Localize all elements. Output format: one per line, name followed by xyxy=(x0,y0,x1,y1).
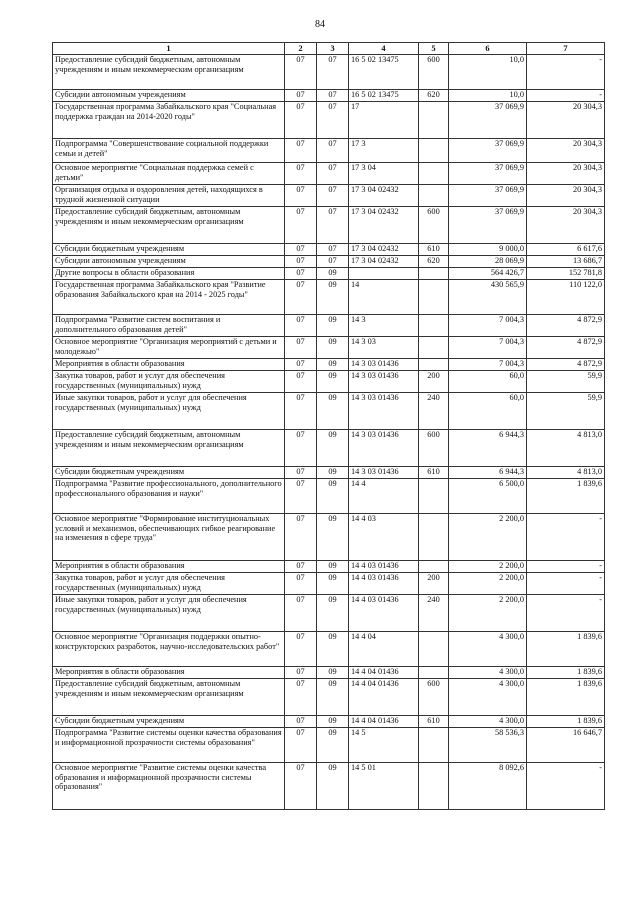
amount-executed: 4 813,0 xyxy=(527,430,605,467)
subsection-code: 09 xyxy=(317,280,349,315)
item-name: Субсидии бюджетным учреждениям xyxy=(53,467,285,479)
target-article-code: 17 3 04 xyxy=(349,163,419,185)
header-col-2: 2 xyxy=(285,43,317,55)
table-row xyxy=(53,667,605,679)
item-name: Мероприятия в области образования xyxy=(53,667,285,679)
amount-executed: - xyxy=(527,90,605,102)
item-name: Основное мероприятие "Развитие системы оценки качества образования и информационной прозрачности системы образования" xyxy=(53,763,285,810)
amount-planned: 4 300,0 xyxy=(449,679,527,716)
target-article-code: 17 3 xyxy=(349,139,419,163)
section-code: 07 xyxy=(285,185,317,207)
item-name: Государственная программа Забайкальского края "Развитие образования Забайкальского края на 2014 - 2025 годы" xyxy=(53,280,285,315)
section-code: 07 xyxy=(285,244,317,256)
section-code: 07 xyxy=(285,207,317,244)
subsection-code: 09 xyxy=(317,371,349,393)
amount-planned: 10,0 xyxy=(449,90,527,102)
subsection-code: 07 xyxy=(317,185,349,207)
header-col-5: 5 xyxy=(419,43,449,55)
item-name: Предоставление субсидий бюджетным, автономным учреждениям и иным некоммерческим организациям xyxy=(53,430,285,467)
amount-executed: 59,9 xyxy=(527,393,605,430)
subsection-code: 07 xyxy=(317,256,349,268)
table-row xyxy=(53,90,605,102)
item-name: Основное мероприятие "Формирование институциональных условий и механизмов, обеспечивающих гибкое реагирование на изменения в сфере труда" xyxy=(53,514,285,561)
target-article-code: 14 3 03 01436 xyxy=(349,371,419,393)
expense-type-code xyxy=(419,280,449,315)
item-name: Закупка товаров, работ и услуг для обеспечения государственных (муниципальных) нужд xyxy=(53,573,285,595)
amount-planned: 7 004,3 xyxy=(449,337,527,359)
section-code: 07 xyxy=(285,139,317,163)
item-name: Субсидии бюджетным учреждениям xyxy=(53,244,285,256)
table-row xyxy=(53,256,605,268)
target-article-code: 14 4 03 01436 xyxy=(349,573,419,595)
item-name: Предоставление субсидий бюджетным, автономным учреждениям и иным некоммерческим организациям xyxy=(53,55,285,90)
subsection-code: 09 xyxy=(317,467,349,479)
table-row xyxy=(53,728,605,763)
subsection-code: 09 xyxy=(317,430,349,467)
amount-planned: 2 200,0 xyxy=(449,595,527,632)
amount-executed: 110 122,0 xyxy=(527,280,605,315)
section-code: 07 xyxy=(285,716,317,728)
table-row xyxy=(53,632,605,667)
section-code: 07 xyxy=(285,763,317,810)
amount-executed: - xyxy=(527,55,605,90)
amount-planned: 37 069,9 xyxy=(449,207,527,244)
amount-executed: - xyxy=(527,573,605,595)
target-article-code: 14 3 03 01436 xyxy=(349,467,419,479)
item-name: Основное мероприятие "Организация поддержки опытно-конструкторских разработок, научно-исследовательских работ" xyxy=(53,632,285,667)
subsection-code: 07 xyxy=(317,244,349,256)
amount-planned: 60,0 xyxy=(449,371,527,393)
amount-executed: 20 304,3 xyxy=(527,139,605,163)
amount-executed: 4 872,9 xyxy=(527,315,605,337)
subsection-code: 09 xyxy=(317,763,349,810)
table-row xyxy=(53,479,605,514)
amount-planned: 2 200,0 xyxy=(449,514,527,561)
target-article-code: 14 4 04 01436 xyxy=(349,667,419,679)
page-number: 84 xyxy=(315,19,325,30)
header-col-7: 7 xyxy=(527,43,605,55)
expense-type-code: 610 xyxy=(419,467,449,479)
expense-type-code: 600 xyxy=(419,55,449,90)
table-row xyxy=(53,102,605,139)
amount-planned: 28 069,9 xyxy=(449,256,527,268)
expense-type-code: 620 xyxy=(419,90,449,102)
header-col-1: 1 xyxy=(53,43,285,55)
target-article-code: 14 4 04 01436 xyxy=(349,716,419,728)
target-article-code: 14 3 03 xyxy=(349,337,419,359)
expense-type-code xyxy=(419,632,449,667)
section-code: 07 xyxy=(285,479,317,514)
expense-type-code xyxy=(419,514,449,561)
table-row xyxy=(53,595,605,632)
target-article-code: 16 5 02 13475 xyxy=(349,55,419,90)
table-row xyxy=(53,185,605,207)
amount-executed: 16 646,7 xyxy=(527,728,605,763)
section-code: 07 xyxy=(285,315,317,337)
item-name: Государственная программа Забайкальского края "Социальная поддержка граждан на 2014-2020 годы" xyxy=(53,102,285,139)
section-code: 07 xyxy=(285,467,317,479)
section-code: 07 xyxy=(285,573,317,595)
table-row xyxy=(53,430,605,467)
expense-type-code xyxy=(419,163,449,185)
subsection-code: 09 xyxy=(317,359,349,371)
expense-type-code xyxy=(419,185,449,207)
item-name: Другие вопросы в области образования xyxy=(53,268,285,280)
amount-executed: 1 839,6 xyxy=(527,632,605,667)
section-code: 07 xyxy=(285,102,317,139)
table-row xyxy=(53,163,605,185)
target-article-code: 17 3 04 02432 xyxy=(349,185,419,207)
target-article-code xyxy=(349,268,419,280)
expense-type-code xyxy=(419,763,449,810)
amount-executed: 4 813,0 xyxy=(527,467,605,479)
amount-planned: 6 500,0 xyxy=(449,479,527,514)
section-code: 07 xyxy=(285,632,317,667)
target-article-code: 16 5 02 13475 xyxy=(349,90,419,102)
table-row xyxy=(53,514,605,561)
table-row xyxy=(53,55,605,90)
item-name: Подпрограмма "Развитие систем воспитания и дополнительного образования детей" xyxy=(53,315,285,337)
table-header-row xyxy=(53,43,605,55)
item-name: Основное мероприятие "Организация мероприятий с детьми и молодежью" xyxy=(53,337,285,359)
header-col-6: 6 xyxy=(449,43,527,55)
expense-type-code: 200 xyxy=(419,371,449,393)
amount-planned: 9 000,0 xyxy=(449,244,527,256)
table-row xyxy=(53,207,605,244)
subsection-code: 09 xyxy=(317,337,349,359)
section-code: 07 xyxy=(285,163,317,185)
expense-type-code xyxy=(419,315,449,337)
expense-type-code xyxy=(419,139,449,163)
section-code: 07 xyxy=(285,280,317,315)
amount-planned: 7 004,3 xyxy=(449,315,527,337)
expense-type-code: 610 xyxy=(419,716,449,728)
amount-planned: 37 069,9 xyxy=(449,102,527,139)
amount-planned: 60,0 xyxy=(449,393,527,430)
item-name: Предоставление субсидий бюджетным, автономным учреждениям и иным некоммерческим организациям xyxy=(53,679,285,716)
target-article-code: 14 4 04 xyxy=(349,632,419,667)
target-article-code: 17 3 04 02432 xyxy=(349,244,419,256)
subsection-code: 09 xyxy=(317,479,349,514)
amount-executed: - xyxy=(527,514,605,561)
expense-type-code xyxy=(419,667,449,679)
expense-type-code: 240 xyxy=(419,393,449,430)
amount-executed: 6 617,6 xyxy=(527,244,605,256)
target-article-code: 17 3 04 02432 xyxy=(349,256,419,268)
amount-executed: 1 839,6 xyxy=(527,667,605,679)
subsection-code: 09 xyxy=(317,561,349,573)
expense-type-code xyxy=(419,728,449,763)
subsection-code: 07 xyxy=(317,102,349,139)
section-code: 07 xyxy=(285,371,317,393)
amount-executed: 59,9 xyxy=(527,371,605,393)
section-code: 07 xyxy=(285,393,317,430)
target-article-code: 14 4 03 01436 xyxy=(349,595,419,632)
expense-type-code xyxy=(419,337,449,359)
amount-planned: 58 536,3 xyxy=(449,728,527,763)
table-row xyxy=(53,315,605,337)
amount-planned: 2 200,0 xyxy=(449,561,527,573)
item-name: Закупка товаров, работ и услуг для обеспечения государственных (муниципальных) нужд xyxy=(53,371,285,393)
amount-planned: 4 300,0 xyxy=(449,716,527,728)
budget-table xyxy=(52,42,605,810)
item-name: Иные закупки товаров, работ и услуг для обеспечения государственных (муниципальных) нужд xyxy=(53,393,285,430)
item-name: Подпрограмма "Развитие профессионального, дополнительного профессионального образования и науки" xyxy=(53,479,285,514)
subsection-code: 07 xyxy=(317,55,349,90)
target-article-code: 14 xyxy=(349,280,419,315)
expense-type-code: 600 xyxy=(419,679,449,716)
amount-planned: 430 565,9 xyxy=(449,280,527,315)
table-row xyxy=(53,561,605,573)
amount-executed: 20 304,3 xyxy=(527,102,605,139)
target-article-code: 14 3 xyxy=(349,315,419,337)
target-article-code: 14 5 01 xyxy=(349,763,419,810)
amount-executed: 1 839,6 xyxy=(527,479,605,514)
table-row xyxy=(53,573,605,595)
table-row xyxy=(53,763,605,810)
amount-executed: 13 686,7 xyxy=(527,256,605,268)
expense-type-code: 620 xyxy=(419,256,449,268)
item-name: Субсидии автономным учреждениям xyxy=(53,90,285,102)
header-col-3: 3 xyxy=(317,43,349,55)
amount-executed: 1 839,6 xyxy=(527,679,605,716)
section-code: 07 xyxy=(285,55,317,90)
subsection-code: 09 xyxy=(317,716,349,728)
amount-executed: 20 304,3 xyxy=(527,163,605,185)
table-row xyxy=(53,280,605,315)
expense-type-code: 600 xyxy=(419,430,449,467)
subsection-code: 07 xyxy=(317,207,349,244)
subsection-code: 09 xyxy=(317,514,349,561)
expense-type-code xyxy=(419,479,449,514)
target-article-code: 14 4 04 01436 xyxy=(349,679,419,716)
target-article-code: 14 4 xyxy=(349,479,419,514)
amount-executed: - xyxy=(527,561,605,573)
expense-type-code xyxy=(419,359,449,371)
target-article-code: 14 3 03 01436 xyxy=(349,359,419,371)
section-code: 07 xyxy=(285,268,317,280)
amount-executed: 4 872,9 xyxy=(527,359,605,371)
amount-planned: 8 092,6 xyxy=(449,763,527,810)
section-code: 07 xyxy=(285,359,317,371)
table-row xyxy=(53,393,605,430)
target-article-code: 14 4 03 xyxy=(349,514,419,561)
item-name: Основное мероприятие "Социальная поддержка семей с детьми" xyxy=(53,163,285,185)
section-code: 07 xyxy=(285,728,317,763)
amount-executed: 1 839,6 xyxy=(527,716,605,728)
table-row xyxy=(53,244,605,256)
item-name: Субсидии бюджетным учреждениям xyxy=(53,716,285,728)
amount-planned: 564 426,7 xyxy=(449,268,527,280)
subsection-code: 09 xyxy=(317,315,349,337)
amount-planned: 37 069,9 xyxy=(449,163,527,185)
header-col-4: 4 xyxy=(349,43,419,55)
subsection-code: 09 xyxy=(317,679,349,716)
expense-type-code: 600 xyxy=(419,207,449,244)
subsection-code: 09 xyxy=(317,728,349,763)
amount-planned: 37 069,9 xyxy=(449,185,527,207)
subsection-code: 09 xyxy=(317,393,349,430)
item-name: Организация отдыха и оздоровления детей, находящихся в трудной жизненной ситуации xyxy=(53,185,285,207)
expense-type-code: 610 xyxy=(419,244,449,256)
section-code: 07 xyxy=(285,667,317,679)
table-body xyxy=(53,55,605,810)
subsection-code: 07 xyxy=(317,163,349,185)
table-row xyxy=(53,467,605,479)
amount-planned: 6 944,3 xyxy=(449,430,527,467)
item-name: Предоставление субсидий бюджетным, автономным учреждениям и иным некоммерческим организациям xyxy=(53,207,285,244)
subsection-code: 09 xyxy=(317,573,349,595)
section-code: 07 xyxy=(285,595,317,632)
amount-planned: 6 944,3 xyxy=(449,467,527,479)
subsection-code: 09 xyxy=(317,268,349,280)
subsection-code: 07 xyxy=(317,139,349,163)
section-code: 07 xyxy=(285,514,317,561)
target-article-code: 14 3 03 01436 xyxy=(349,430,419,467)
item-name: Иные закупки товаров, работ и услуг для обеспечения государственных (муниципальных) нужд xyxy=(53,595,285,632)
table-row xyxy=(53,359,605,371)
table-row xyxy=(53,268,605,280)
section-code: 07 xyxy=(285,256,317,268)
expense-type-code xyxy=(419,561,449,573)
amount-planned: 4 300,0 xyxy=(449,667,527,679)
target-article-code: 14 5 xyxy=(349,728,419,763)
amount-executed: 20 304,3 xyxy=(527,207,605,244)
table-row xyxy=(53,679,605,716)
amount-planned: 7 004,3 xyxy=(449,359,527,371)
section-code: 07 xyxy=(285,561,317,573)
amount-executed: 152 781,8 xyxy=(527,268,605,280)
subsection-code: 09 xyxy=(317,595,349,632)
section-code: 07 xyxy=(285,679,317,716)
section-code: 07 xyxy=(285,337,317,359)
table-row xyxy=(53,371,605,393)
item-name: Подпрограмма "Развитие системы оценки качества образования и информационной прозрачности системы образования" xyxy=(53,728,285,763)
section-code: 07 xyxy=(285,90,317,102)
target-article-code: 17 3 04 02432 xyxy=(349,207,419,244)
expense-type-code xyxy=(419,268,449,280)
table-row xyxy=(53,716,605,728)
expense-type-code: 200 xyxy=(419,573,449,595)
subsection-code: 09 xyxy=(317,632,349,667)
amount-planned: 2 200,0 xyxy=(449,573,527,595)
target-article-code: 17 xyxy=(349,102,419,139)
amount-executed: 4 872,9 xyxy=(527,337,605,359)
table-row xyxy=(53,337,605,359)
item-name: Субсидии автономным учреждениям xyxy=(53,256,285,268)
section-code: 07 xyxy=(285,430,317,467)
amount-executed: - xyxy=(527,763,605,810)
subsection-code: 09 xyxy=(317,667,349,679)
subsection-code: 07 xyxy=(317,90,349,102)
amount-planned: 4 300,0 xyxy=(449,632,527,667)
amount-executed: 20 304,3 xyxy=(527,185,605,207)
table-row xyxy=(53,139,605,163)
expense-type-code: 240 xyxy=(419,595,449,632)
expense-type-code xyxy=(419,102,449,139)
amount-planned: 10,0 xyxy=(449,55,527,90)
item-name: Мероприятия в области образования xyxy=(53,359,285,371)
target-article-code: 14 3 03 01436 xyxy=(349,393,419,430)
item-name: Подпрограмма "Совершенствование социальной поддержки семьи и детей" xyxy=(53,139,285,163)
item-name: Мероприятия в области образования xyxy=(53,561,285,573)
amount-planned: 37 069,9 xyxy=(449,139,527,163)
amount-executed: - xyxy=(527,595,605,632)
target-article-code: 14 4 03 01436 xyxy=(349,561,419,573)
